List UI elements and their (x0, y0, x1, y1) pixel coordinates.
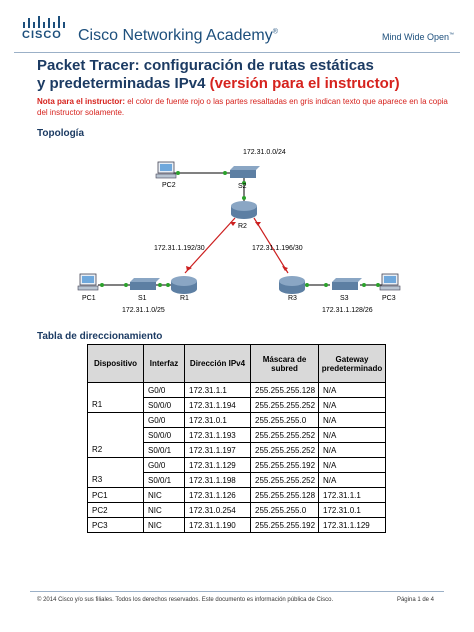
r3-router-icon (279, 276, 305, 294)
header-divider (14, 52, 460, 53)
cell-ipv4: 172.31.0.1 (185, 413, 251, 428)
cell-ipv4: 172.31.1.194 (185, 398, 251, 413)
cell-mask: 255.255.255.192 (251, 518, 319, 533)
tagline-trademark: ™ (449, 32, 454, 38)
cell-interface: G0/0 (144, 383, 185, 398)
cell-mask: 255.255.255.128 (251, 488, 319, 503)
s2-switch-icon (230, 166, 260, 178)
r3-label: R3 (288, 295, 297, 302)
s1-switch-icon (130, 278, 160, 290)
cell-gateway: 172.31.1.129 (319, 518, 386, 533)
cell-mask: 255.255.255.252 (251, 398, 319, 413)
cell-gateway: N/A (319, 473, 386, 488)
cell-device (88, 383, 144, 398)
cisco-logo (22, 14, 68, 44)
cell-mask: 255.255.255.0 (251, 503, 319, 518)
cell-interface: NIC (144, 518, 185, 533)
r2-router-icon (231, 201, 257, 219)
header-default-gateway: Gateway predeterminado (319, 345, 386, 383)
cisco-bars-icon (22, 14, 68, 28)
topology-diagram (60, 140, 420, 330)
cell-interface: G0/0 (144, 458, 185, 473)
cell-ipv4: 172.31.1.190 (185, 518, 251, 533)
header-interface: Interfaz (144, 345, 185, 383)
pc1-label: PC1 (82, 295, 96, 302)
cell-gateway: N/A (319, 458, 386, 473)
table-row (88, 428, 386, 443)
cell-mask: 255.255.255.252 (251, 473, 319, 488)
cell-ipv4: 172.31.1.197 (185, 443, 251, 458)
cell-gateway: N/A (319, 428, 386, 443)
cell-gateway: 172.31.0.1 (319, 503, 386, 518)
academy-registered-mark: ® (272, 28, 278, 36)
link-right-network-label: 172.31.1.196/30 (252, 245, 303, 252)
s3-switch-icon (332, 278, 362, 290)
cell-ipv4: 172.31.0.254 (185, 503, 251, 518)
cell-gateway: N/A (319, 383, 386, 398)
academy-title (78, 27, 278, 45)
cell-gateway: 172.31.1.1 (319, 488, 386, 503)
link-left-network-label: 172.31.1.192/30 (154, 245, 205, 252)
cell-interface: NIC (144, 503, 185, 518)
cell-ipv4: 172.31.1.198 (185, 473, 251, 488)
cell-gateway: N/A (319, 443, 386, 458)
s1-label: S1 (138, 295, 147, 302)
title-line-2-text: y predeterminadas IPv4 (37, 75, 210, 92)
network-right-label: 172.31.1.128/26 (322, 307, 373, 314)
tagline-text: Mind Wide Open (381, 32, 449, 42)
network-left-label: 172.31.1.0/25 (122, 307, 165, 314)
table-row (88, 458, 386, 473)
cell-gateway: N/A (319, 398, 386, 413)
s2-label: S2 (238, 183, 247, 190)
cell-ipv4: 172.31.1.193 (185, 428, 251, 443)
cell-ipv4: 172.31.1.129 (185, 458, 251, 473)
table-row (88, 518, 386, 533)
cell-interface: S0/0/0 (144, 428, 185, 443)
cell-device: R1 (88, 398, 144, 413)
cell-device (88, 458, 144, 473)
topology-heading: Topología (37, 128, 85, 139)
table-row (88, 398, 386, 413)
pc3-icon (380, 274, 400, 290)
cell-ipv4: 172.31.1.1 (185, 383, 251, 398)
table-row (88, 488, 386, 503)
table-row (88, 443, 386, 458)
cell-interface: G0/0 (144, 413, 185, 428)
header-ipv4: Dirección IPv4 (185, 345, 251, 383)
cell-gateway: N/A (319, 413, 386, 428)
table-header-row (88, 345, 386, 383)
document-title (37, 57, 447, 93)
table-row (88, 413, 386, 428)
tagline (382, 32, 454, 42)
title-line-1: Packet Tracer: configuración de rutas estáticas (37, 57, 374, 74)
cell-device: PC3 (88, 518, 144, 533)
cell-mask: 255.255.255.128 (251, 383, 319, 398)
cell-interface: S0/0/0 (144, 398, 185, 413)
page-number: Página 1 de 4 (396, 597, 434, 603)
cell-interface: NIC (144, 488, 185, 503)
cell-device: R3 (88, 473, 144, 488)
cell-device: R2 (88, 443, 144, 458)
cisco-wordmark: CISCO (22, 29, 62, 41)
title-instructor-version: (versión para el instructor) (209, 75, 400, 92)
pc1-icon (78, 274, 98, 290)
table-row (88, 473, 386, 488)
r2-label: R2 (238, 223, 247, 230)
cell-device (88, 413, 144, 428)
cell-device: PC1 (88, 488, 144, 503)
cell-mask: 255.255.255.252 (251, 443, 319, 458)
cell-mask: 255.255.255.0 (251, 413, 319, 428)
addressing-table (87, 344, 386, 533)
pc2-icon (156, 162, 176, 178)
instructor-note (37, 96, 452, 118)
footer-copyright: © 2014 Cisco y/o sus filiales. Todos los derechos reservados. Este documento es información pública de Cisco. (37, 597, 334, 603)
cell-device: PC2 (88, 503, 144, 518)
cell-mask: 255.255.255.252 (251, 428, 319, 443)
pc2-label: PC2 (162, 182, 176, 189)
table-row (88, 383, 386, 398)
cell-ipv4: 172.31.1.126 (185, 488, 251, 503)
cell-mask: 255.255.255.192 (251, 458, 319, 473)
cell-interface: S0/0/1 (144, 443, 185, 458)
instructor-note-label: Nota para el instructor: (37, 97, 126, 106)
pc3-label: PC3 (382, 295, 396, 302)
title-line-2 (37, 75, 447, 93)
network-top-label: 172.31.0.0/24 (243, 149, 286, 156)
header-subnet-mask: Máscara de subred (251, 345, 319, 383)
header-device: Dispositivo (88, 345, 144, 383)
document-header (0, 0, 474, 52)
table-row (88, 503, 386, 518)
addressing-table-heading: Tabla de direccionamiento (37, 331, 163, 342)
academy-name: Cisco Networking Academy (78, 27, 273, 44)
s3-label: S3 (340, 295, 349, 302)
r1-router-icon (171, 276, 197, 294)
r1-label: R1 (180, 295, 189, 302)
footer-divider (30, 591, 444, 592)
instructor-note-text: el color de fuente rojo o las partes resaltadas en gris indican texto que aparece en la copia del instructor solamente. (37, 97, 448, 117)
cell-device (88, 428, 144, 443)
cell-interface: S0/0/1 (144, 473, 185, 488)
